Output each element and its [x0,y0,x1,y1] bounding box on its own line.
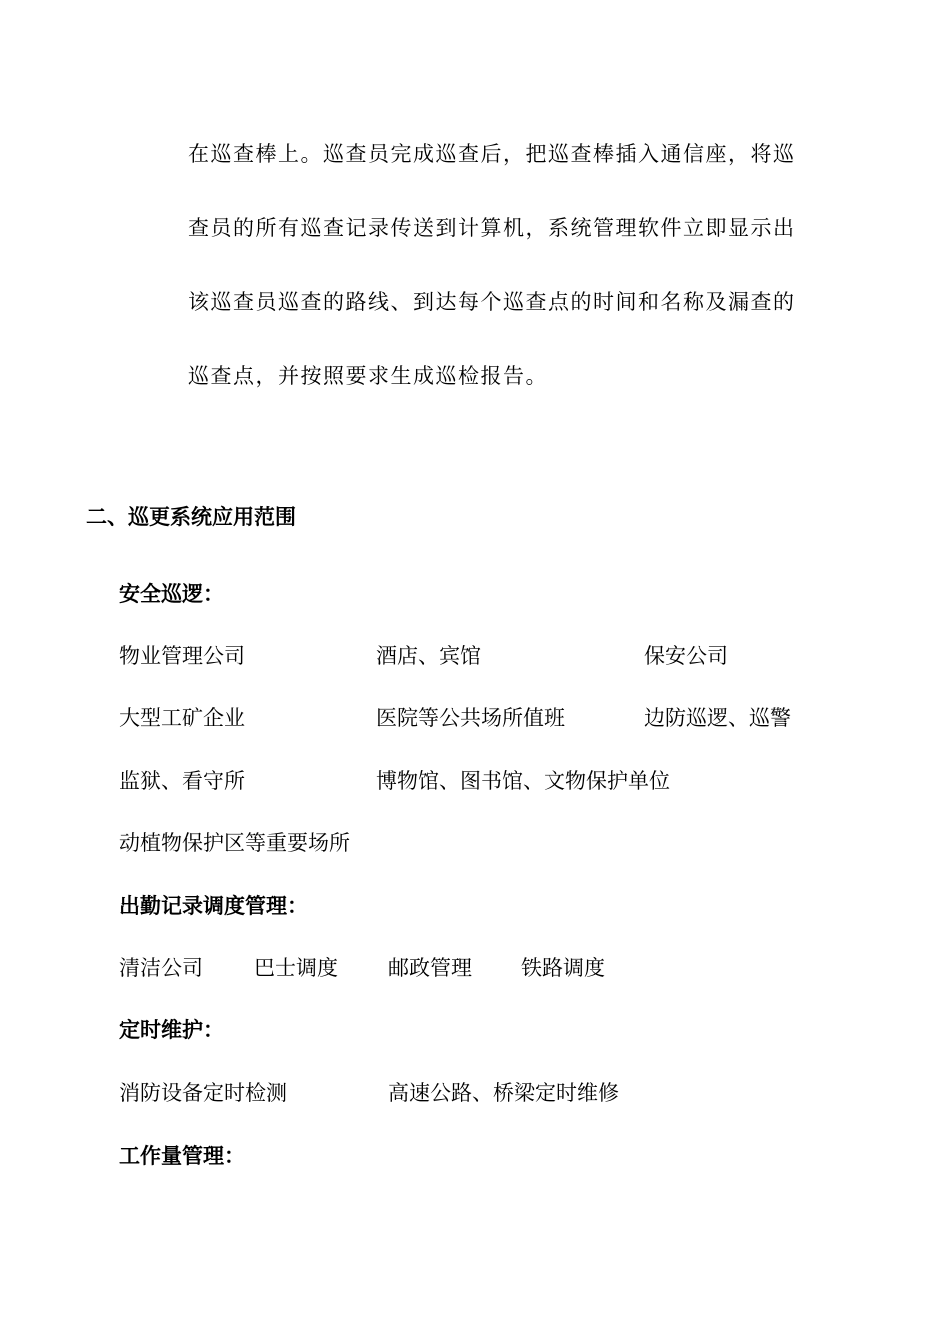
maintenance-item: 高速公路、桥梁定时维修 [388,1081,619,1105]
security-item: 动植物保护区等重要场所 [119,831,350,855]
security-item: 医院等公共场所值班 [376,706,565,730]
paragraph-line-1: 在巡查棒上。巡查员完成巡查后，把巡查棒插入通信座，将巡 [188,142,796,166]
attendance-item: 铁路调度 [521,956,605,980]
section-title: 二、巡更系统应用范围 [86,504,296,529]
attendance-item: 巴士调度 [254,956,338,980]
security-item: 边防巡逻、巡警 [644,706,791,730]
security-item: 酒店、宾馆 [376,644,481,668]
attendance-item: 邮政管理 [388,956,472,980]
maintenance-item: 消防设备定时检测 [119,1081,287,1105]
security-item: 物业管理公司 [119,644,245,668]
security-heading: 安全巡逻： [119,581,224,606]
maintenance-heading: 定时维护： [119,1017,224,1042]
paragraph-line-4: 巡查点，并按照要求生成巡检报告。 [188,364,548,388]
security-item: 大型工矿企业 [119,706,245,730]
attendance-heading: 出勤记录调度管理： [119,893,308,918]
security-item: 博物馆、图书馆、文物保护单位 [376,769,670,793]
security-item: 保安公司 [644,644,728,668]
paragraph-line-2: 查员的所有巡查记录传送到计算机，系统管理软件立即显示出 [188,216,796,240]
workload-heading: 工作量管理： [119,1143,245,1168]
security-item: 监狱、看守所 [119,769,245,793]
attendance-item: 清洁公司 [119,956,203,980]
paragraph-line-3: 该巡查员巡查的路线、到达每个巡查点的时间和名称及漏查的 [188,290,796,314]
